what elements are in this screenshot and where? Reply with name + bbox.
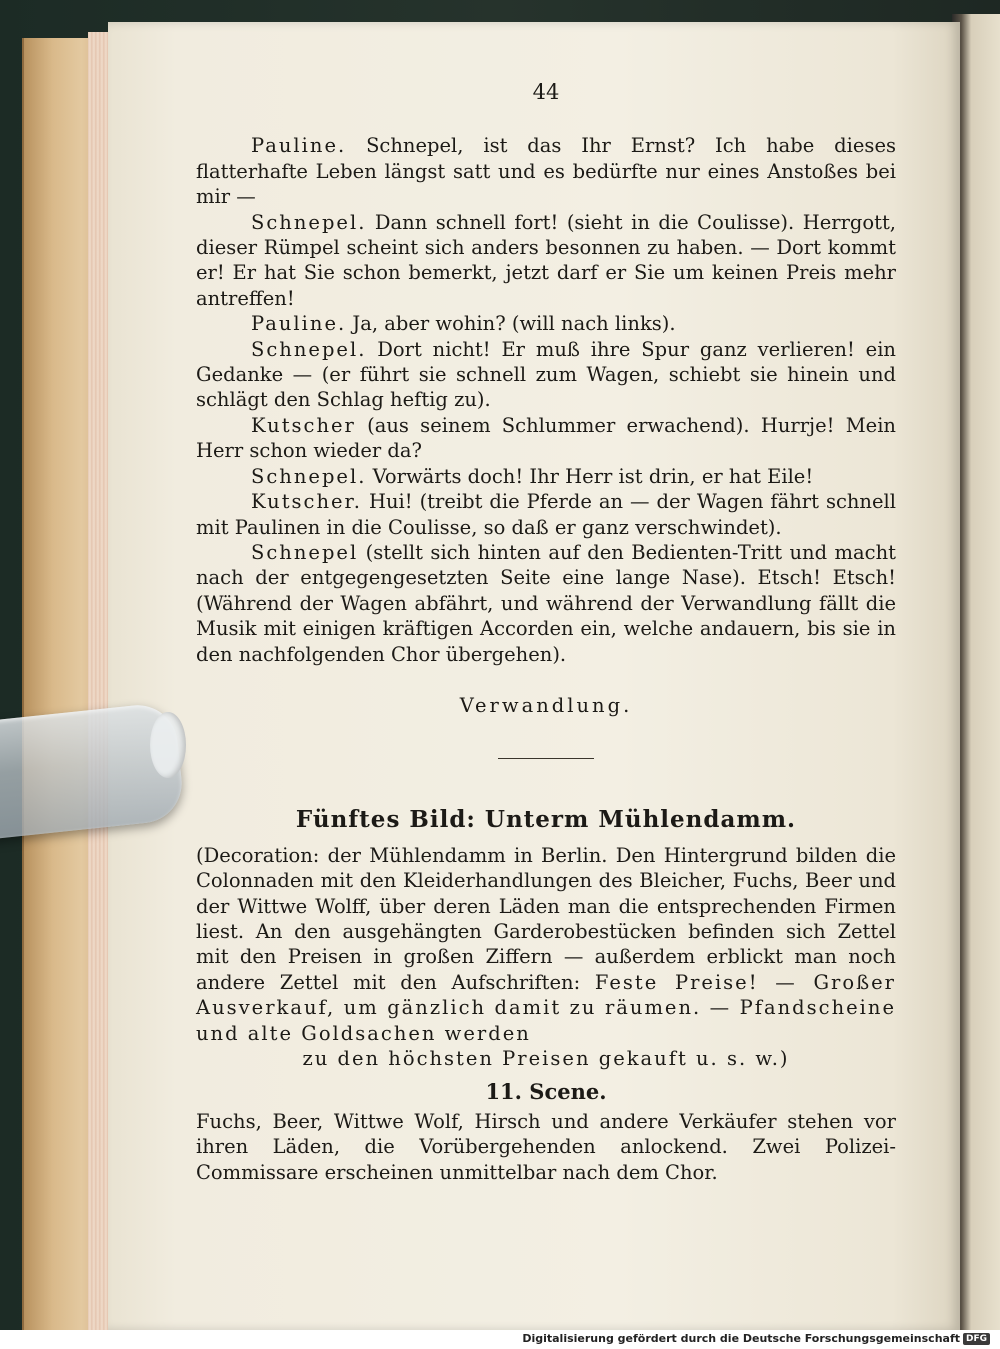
section-title: Fünftes Bild: Unterm Mühlendamm. (295, 806, 797, 834)
dialogue-paragraph (196, 337, 896, 413)
decoration-spaced-text: Feste Preise! — Großer Ausverkauf, um gänzlich damit zu räumen. — Pfandscheine und alte Goldsachen werden (196, 970, 896, 1045)
dialogue-text: (aus seinem Schlummer erwachend). Hurrje! Mein Herr schon wieder da? (196, 413, 896, 463)
dialogue-text: (stellt sich hinten auf den Bedienten-Tritt und macht nach der entgegengesetzten Seite eine lange Nase). Etsch! Etsch! (Während der Wagen abfährt, und während der Verwandlung fällt die Musik mit einigen kräftigen Accorden ein, welche andauern, bis sie in den nachfolgenden Chor übergehen). (196, 540, 896, 666)
dialogue-text: Vorwärts doch! Ihr Herr ist drin, er hat Eile! (372, 464, 814, 488)
speaker-name: Schnepel. (251, 464, 367, 488)
dialogue-text: Dann schnell fort! (sieht in die Coulisse). Herrgott, dieser Rümpel scheint sich anders besonnen zu haben. — Dort kommt er! Er hat Sie schon bemerkt, jetzt darf er Sie um keinen Preis mehr antreffen! (196, 210, 897, 310)
dfg-logo-badge: DFG (963, 1333, 990, 1345)
dialogue-paragraph (196, 540, 896, 667)
section-divider (498, 758, 594, 759)
speaker-name: Pauline. (251, 312, 347, 336)
dialogue-paragraph (196, 489, 896, 540)
dialogue-text: Hui! (treibt die Pferde an — der Wagen fährt schnell mit Paulinen in die Coulisse, so daß er ganz verschwindet). (196, 490, 897, 539)
footer-credit: Digitalisierung gefördert durch die Deutsche Forschungsgemeinschaft (522, 1332, 960, 1345)
speaker-name: Pauline. (251, 134, 347, 158)
stage-direction-last-line: zu den höchsten Preisen gekauft u. s. w.) (302, 1047, 790, 1070)
speaker-name: Schnepel. (251, 210, 367, 234)
dialogue-text: Schnepel, ist das Ihr Ernst? Ich habe dieses flatterhafte Leben längst satt und es bedürfte nur eines Anstoßes bei mir — (196, 134, 896, 209)
dialogue-text: Dort nicht! Er muß ihre Spur ganz verlieren! ein Gedanke — (er führt sie schnell zum Wagen, schiebt sie hinein und schlägt den Schlag heftig zu). (196, 337, 896, 412)
dialogue-paragraph (196, 210, 896, 312)
scene-description: Fuchs, Beer, Wittwe Wolf, Hirsch und andere Verkäufer stehen vor ihren Läden, die Vorübergehenden anlockend. Zwei Polizei-Commissare erscheinen unmittelbar nach dem Chor. (196, 1109, 896, 1184)
speaker-name: Schnepel (251, 540, 359, 564)
glass-slide-tip (150, 712, 186, 778)
page-content (196, 80, 896, 1185)
scene-title: 11. Scene. (485, 1079, 607, 1105)
decoration-text: (Decoration: der Mühlendamm in Berlin. Den Hintergrund bilden die Colonnaden mit den Kleiderhandlungen des Bleicher, Fuchs, Beer und der Wittwe Wolff, über deren Läden man die entsprechenden Firmen liest. An den ausgehängten Garderobestücken befinden sich Zettel mit den Preisen in großen Ziffern — außerdem erblickt man noch andere Zettel mit den Aufschriften: (196, 843, 896, 994)
speaker-name: Kutscher. (251, 490, 362, 514)
stage-direction (196, 843, 896, 1046)
scene-change-label: Verwandlung. (459, 693, 633, 717)
dialogue-paragraph (196, 413, 896, 464)
speaker-name: Kutscher (251, 413, 356, 437)
page-number: 44 (532, 80, 560, 104)
dialogue-text: Ja, aber wohin? (will nach links). (352, 312, 676, 336)
speaker-name: Schnepel. (251, 337, 367, 361)
dialogue-paragraph (196, 133, 896, 209)
dialogue-paragraph (196, 311, 896, 336)
dialogue-paragraph (196, 464, 896, 489)
